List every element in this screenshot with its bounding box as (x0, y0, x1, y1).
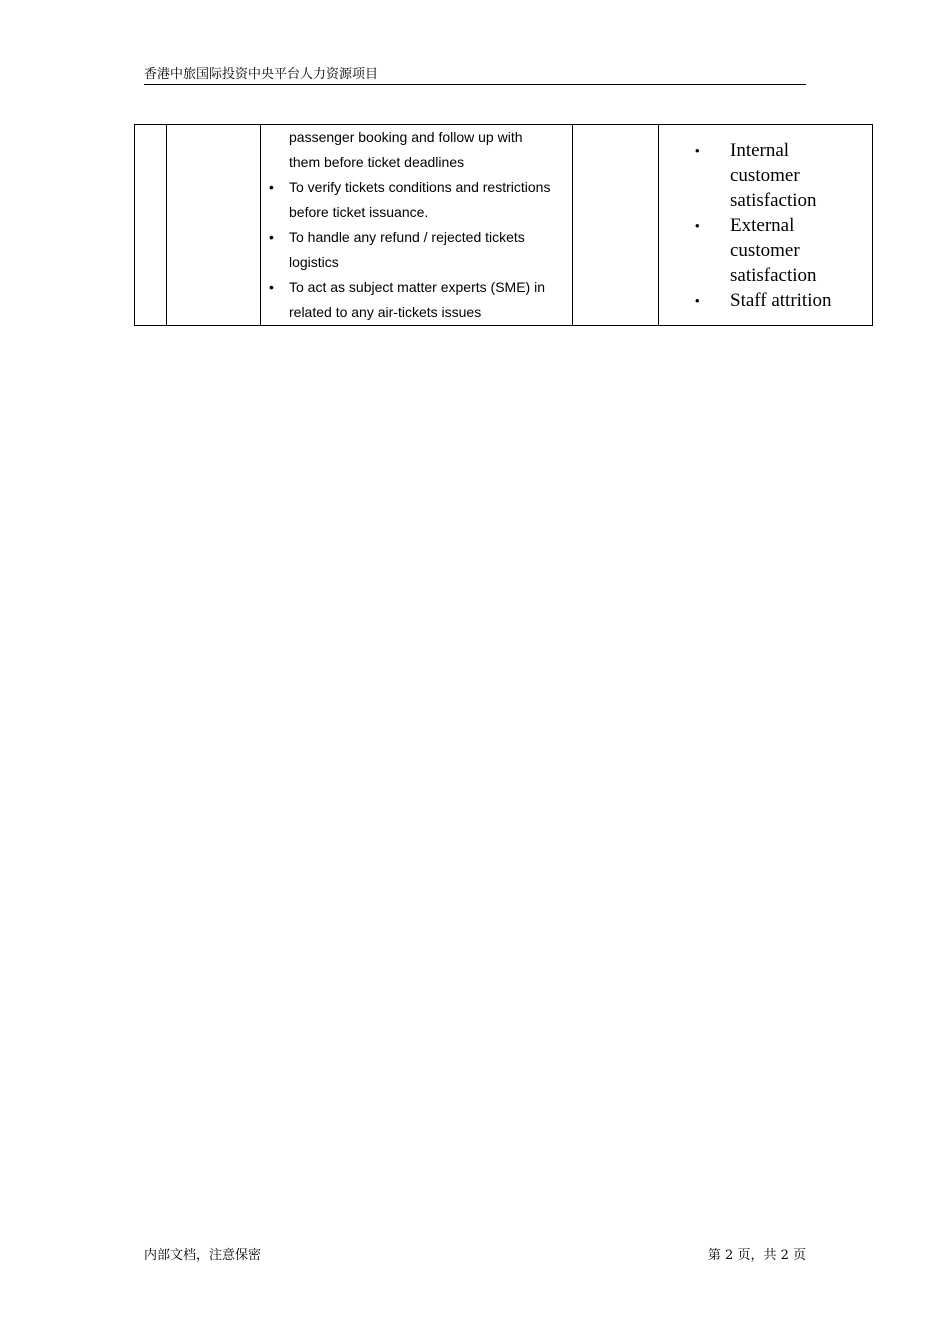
duty-line: related to any air-tickets issues (289, 304, 482, 320)
duty-line: To verify tickets conditions and restrictions (289, 179, 551, 195)
kpi-line: customer (730, 165, 800, 186)
kpi-line: satisfaction (730, 265, 817, 286)
duty-item (261, 175, 564, 225)
table-cell-role (167, 125, 261, 326)
bullet-icon: • (269, 279, 274, 295)
header-title: 香港中旅国际投资中央平台人力资源项目 (144, 67, 379, 82)
duty-line: before ticket issuance. (289, 204, 429, 220)
duty-line: logistics (289, 254, 339, 270)
kpi-item (659, 288, 868, 313)
bullet-icon: • (269, 229, 274, 245)
table-cell-kpis (659, 125, 873, 326)
kpi-line: External (730, 215, 795, 236)
kpi-line: Staff attrition (730, 290, 832, 311)
table-cell-index (135, 125, 167, 326)
table-row (135, 125, 873, 326)
duty-line: To act as subject matter experts (SME) in (289, 279, 545, 295)
duty-line: To handle any refund / rejected tickets (289, 229, 525, 245)
duty-continuation-line: them before ticket deadlines (289, 154, 465, 170)
duty-continuation-line: passenger booking and follow up with (289, 129, 523, 145)
bullet-icon: • (269, 179, 274, 195)
kpi-line: satisfaction (730, 190, 817, 211)
kpi-line: Internal (730, 140, 790, 161)
page-header (144, 66, 806, 85)
bullet-icon: • (695, 218, 700, 233)
table-cell-empty (573, 125, 659, 326)
footer-page-number: 第 2 页，共 2 页 (707, 1248, 806, 1263)
duties-list (261, 125, 572, 325)
bullet-icon: • (695, 293, 700, 308)
table-cell-duties (261, 125, 573, 326)
footer-confidential-note: 内部文档，注意保密 (144, 1248, 262, 1263)
duty-item (261, 275, 564, 325)
job-description-table (134, 124, 873, 326)
kpi-item (659, 213, 868, 288)
bullet-icon: • (695, 143, 700, 158)
kpi-line: customer (730, 240, 800, 261)
kpi-item (659, 138, 868, 213)
kpi-list (659, 125, 872, 325)
duty-item (261, 225, 564, 275)
